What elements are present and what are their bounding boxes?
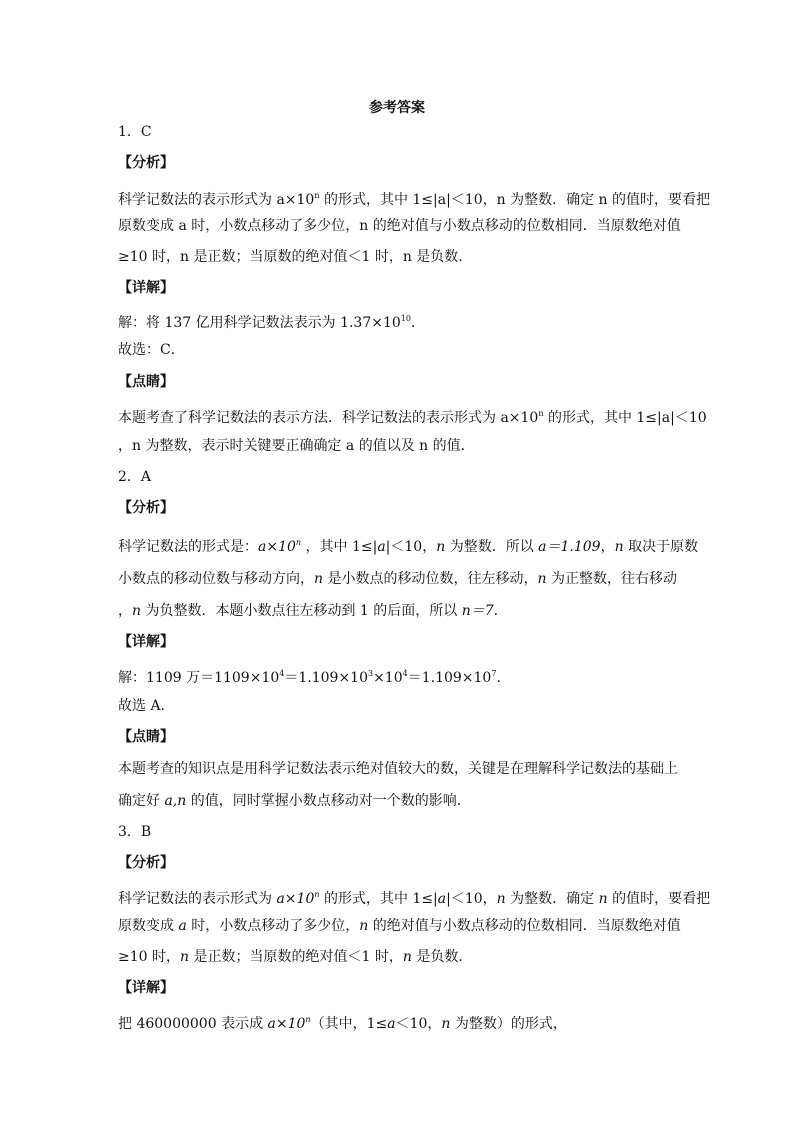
detail-text: 解：1109 万$=1109\times 10^4=1.109\times 10^3\times 10^4=1.109\times 10^7$.: [118, 669, 501, 686]
page-title: 参考答案: [369, 100, 425, 116]
answer-3: 3．B: [118, 824, 152, 840]
answer-2: 2．A: [118, 469, 152, 485]
comment-heading: 【点睛】: [118, 729, 174, 745]
analysis-heading: 【分析】: [118, 155, 174, 171]
analysis-text: 小数点的移动位数与移动方向，n 是小数点的移动位数，往左移动，n 为正整数，往右移动: [118, 571, 677, 587]
analysis-heading: 【分析】: [118, 500, 174, 516]
detail-heading: 【详解】: [118, 280, 174, 296]
analysis-text: ，n 为负整数．本题小数点往左移动到 1 的后面，所以 n＝7.: [118, 603, 499, 619]
comment-heading: 【点睛】: [118, 374, 174, 390]
analysis-text: 科学记数法的表示形式为 $a\times 10^n$ 的形式，其中 1≤|a|＜10，n 为整数．确定 n 的值时，要看把: [118, 191, 711, 208]
analysis-text: 科学记数法的形式是：$a\times 10^n$ ，其中 1≤|a|＜10，n 为整数．所以 a＝1.109，n 取决于原数: [118, 538, 699, 555]
comment-text: ，n 为整数，表示时关键要正确确定 a 的值以及 n 的值．: [118, 438, 475, 454]
analysis-text: 原数变成 a 时，小数点移动了多少位，n 的绝对值与小数点移动的位数相同．当原数绝对值: [118, 218, 681, 234]
comment-text: 本题考查了科学记数法的表示方法．科学记数法的表示形式为 $a\times 10^n$ 的形式，其中 1≤|a|＜10: [118, 409, 707, 426]
comment-text: 本题考查的知识点是用科学记数法表示绝对值较大的数，关键是在理解科学记数法的基础上: [118, 761, 678, 777]
detail-text: 故选：C．: [118, 342, 185, 358]
analysis-text: 原数变成 a 时，小数点移动了多少位，n 的绝对值与小数点移动的位数相同．当原数绝对值: [118, 918, 681, 934]
answer-1: 1．C: [118, 124, 152, 140]
detail-text: 故选 A．: [118, 698, 175, 714]
analysis-text: ≥10 时，n 是正数；当原数的绝对值＜1 时，n 是负数．: [118, 949, 473, 965]
analysis-heading: 【分析】: [118, 855, 174, 871]
detail-heading: 【详解】: [118, 634, 174, 650]
detail-text: 把 460000000 表示成 $a\times 10^n$（其中，1≤a＜10，n 为整数）的形式，: [118, 1015, 567, 1032]
comment-text: 确定好 a,n 的值，同时掌握小数点移动对一个数的影响．: [118, 793, 471, 809]
analysis-text: 科学记数法的表示形式为 $a\times 10^n$ 的形式，其中 1≤|a|＜10，n 为整数．确定 n 的值时，要看把: [118, 890, 711, 907]
detail-heading: 【详解】: [118, 980, 174, 996]
detail-text: 解：将 137 亿用科学记数法表示为 $1.37\times 10^{10}$．: [118, 314, 425, 331]
analysis-text: ≥10 时，n 是正数；当原数的绝对值＜1 时，n 是负数．: [118, 249, 473, 265]
